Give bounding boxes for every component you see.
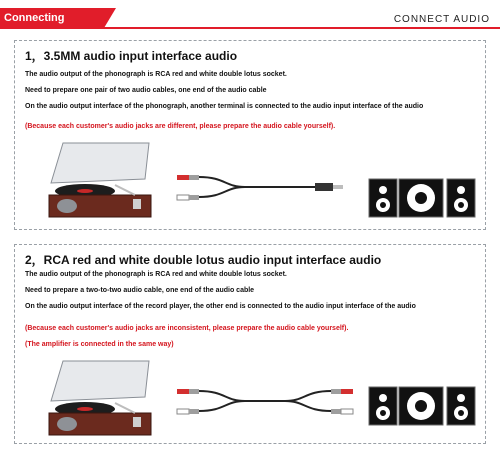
- section-text-line: On the audio output interface of the phonograph, another terminal is connected to the audio input interface of the audio: [25, 103, 424, 110]
- header-tab-slant: [104, 8, 116, 28]
- speaker-icon: [367, 385, 479, 427]
- section-title: 2，RCA red and white double lotus audio input interface audio: [25, 253, 382, 267]
- section-text-line: Need to prepare one pair of two audio cables, one end of the audio cable: [25, 87, 267, 94]
- section-note: (Because each customer's audio jacks are different, please prepare the audio cable yourself).: [25, 123, 336, 130]
- section-text-line: The audio output of the phonograph is RCA red and white double lotus socket.: [25, 71, 287, 78]
- rca-cable-icon: [165, 383, 365, 423]
- section-text-line: Need to prepare a two-to-two audio cable, one end of the audio cable: [25, 287, 255, 294]
- speaker-icon: [367, 177, 479, 219]
- header-right-title: CONNECT AUDIO: [393, 14, 490, 25]
- section-note: (Because each customer's audio jacks are inconsistent, please prepare the audio cable yourself).: [25, 325, 349, 332]
- rca-cable-icon: [165, 169, 355, 209]
- turntable-icon: [45, 357, 155, 437]
- section-title: 1，3.5MM audio input interface audio: [25, 49, 238, 63]
- section-3-5mm: [14, 40, 486, 230]
- header-divider: [0, 27, 500, 29]
- header-tab: Connecting Speaker: [0, 8, 104, 28]
- section-note: (The amplifier is connected in the same way): [25, 341, 174, 348]
- section-text-line: The audio output of the phonograph is RCA red and white double lotus socket.: [25, 271, 287, 278]
- turntable-icon: [45, 139, 155, 219]
- section-text-line: On the audio output interface of the record player, the other end is connected to the audio input interface of the audio: [25, 303, 416, 310]
- section-rca: [14, 244, 486, 444]
